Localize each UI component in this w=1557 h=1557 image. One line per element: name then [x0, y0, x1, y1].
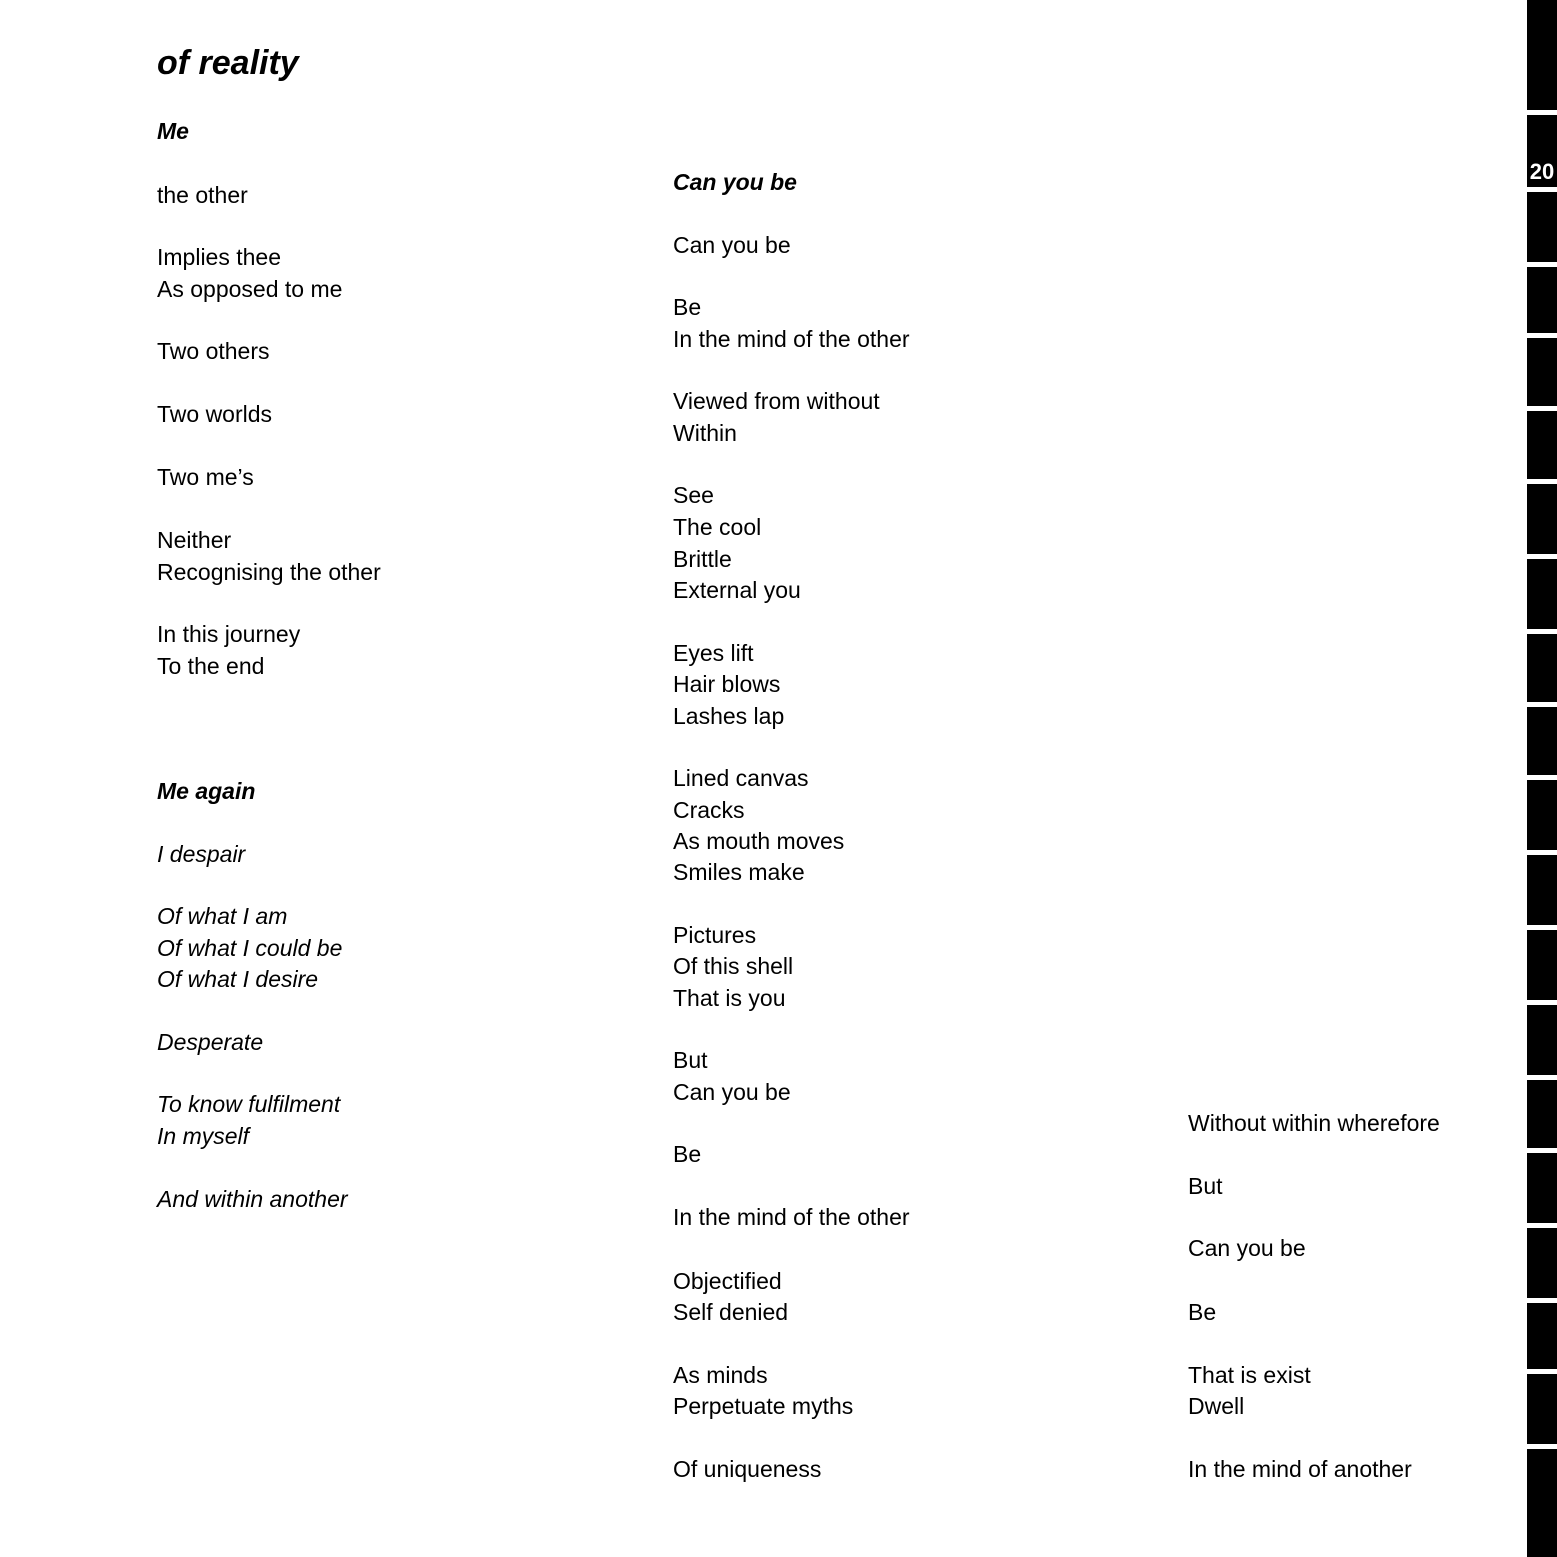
thumb-tab: [1527, 1153, 1557, 1223]
poem-line: the other: [157, 182, 248, 208]
thumb-tab: [1527, 0, 1557, 110]
poem-line: Can you be: [673, 1079, 791, 1105]
poem-line: Self denied: [673, 1299, 789, 1325]
poem-line: Brittle: [673, 546, 732, 572]
poem-line: As minds: [673, 1362, 768, 1388]
poem-line: I despair: [157, 841, 246, 867]
thumb-tab: [1527, 1080, 1557, 1148]
poem-line: Recognising the other: [157, 559, 381, 585]
thumb-tab: [1527, 267, 1557, 333]
section-title: of reality: [157, 44, 299, 82]
poem-line: But: [1188, 1173, 1223, 1199]
poem-title: Me: [157, 118, 189, 144]
poem-line: That is exist: [1188, 1362, 1311, 1388]
thumb-tab: [1527, 1005, 1557, 1075]
poem-line: Smiles make: [673, 859, 805, 885]
poem-line: External you: [673, 577, 801, 603]
thumb-tab: [1527, 780, 1557, 850]
thumb-tab: [1527, 1228, 1557, 1298]
poem-line: Be: [673, 1141, 702, 1167]
thumb-tab: [1527, 1374, 1557, 1444]
poem-line: Of uniqueness: [673, 1456, 822, 1482]
poem-line: Objectified: [673, 1268, 782, 1294]
poem-line: Two me’s: [157, 464, 254, 490]
thumb-tab: [1527, 855, 1557, 925]
thumb-tab: [1527, 1449, 1557, 1557]
poem-line: Can you be: [673, 232, 791, 258]
poem-line: Of what I desire: [157, 966, 319, 992]
poem-line: Be: [1188, 1299, 1217, 1325]
poem-line: In the mind of the other: [673, 326, 910, 352]
poem-line: Hair blows: [673, 671, 781, 697]
poem-line: That is you: [673, 985, 786, 1011]
poem-line: Without within wherefore: [1188, 1110, 1440, 1136]
thumb-tab: [1527, 411, 1557, 479]
poem-line: In this journey: [157, 621, 301, 647]
poem-line: In myself: [157, 1123, 250, 1149]
poem-line: Lined canvas: [673, 765, 809, 791]
thumb-tab: [1527, 484, 1557, 554]
thumb-tab: [1527, 338, 1557, 406]
thumb-index-strip: [1527, 0, 1557, 1557]
poem-line: Pictures: [673, 922, 757, 948]
poem-line: The cool: [673, 514, 762, 540]
poem-line: Cracks: [673, 797, 745, 823]
poem-line: Within: [673, 420, 737, 446]
poem-line: Implies thee: [157, 244, 282, 270]
page-number: 20: [1527, 157, 1557, 187]
thumb-tab: [1527, 559, 1557, 629]
poem-line: To the end: [157, 653, 265, 679]
thumb-tab: [1527, 707, 1557, 775]
poem-line: Viewed from without: [673, 388, 880, 414]
thumb-tab: [1527, 634, 1557, 702]
thumb-tab: [1527, 930, 1557, 1000]
poem-line: Of this shell: [673, 953, 794, 979]
poem-line: In the mind of another: [1188, 1456, 1412, 1482]
poem-line: Of what I am: [157, 903, 288, 929]
poem-line: See: [673, 482, 714, 508]
poem-line: To know fulfilment: [157, 1091, 341, 1117]
poem-line: Neither: [157, 527, 232, 553]
poem-line: In the mind of the other: [673, 1204, 910, 1230]
poem-line: Lashes lap: [673, 703, 785, 729]
poem-line: Two others: [157, 338, 270, 364]
poem-line: Eyes lift: [673, 640, 754, 666]
poem-line: Two worlds: [157, 401, 273, 427]
poem-line: Can you be: [1188, 1235, 1306, 1261]
poem-line: Be: [673, 294, 702, 320]
thumb-tab: [1527, 1303, 1557, 1369]
poem-line: Of what I could be: [157, 935, 343, 961]
thumb-tab: [1527, 192, 1557, 262]
poem-line: Desperate: [157, 1029, 264, 1055]
poem-line: As mouth moves: [673, 828, 845, 854]
poem-line: Dwell: [1188, 1393, 1245, 1419]
poem-line: Perpetuate myths: [673, 1393, 854, 1419]
thumb-tab: [1527, 115, 1557, 157]
poem-line: And within another: [157, 1186, 348, 1212]
poem-line: As opposed to me: [157, 276, 343, 302]
poem-title: Can you be: [673, 169, 797, 195]
poem-title: Me again: [157, 778, 256, 804]
poem-line: But: [673, 1047, 708, 1073]
